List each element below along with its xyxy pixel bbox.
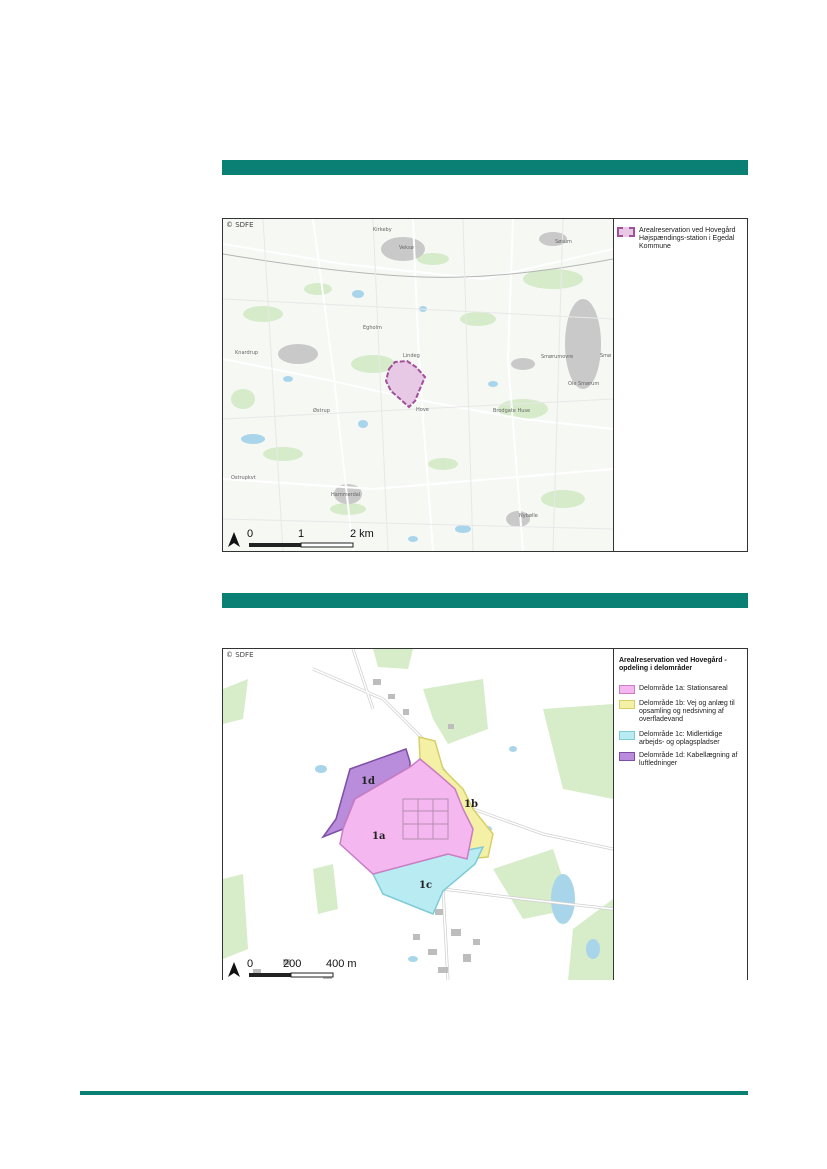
section-divider-top	[222, 160, 748, 175]
scale-label-zero: 0	[247, 958, 254, 970]
legend-label: Arealreservation ved Hovegård Højspændings-station i Egedal Kommune	[639, 227, 736, 250]
legend-item	[619, 685, 747, 694]
place-name: Hammerdal	[331, 492, 361, 498]
footer-rule	[80, 1091, 748, 1095]
overview-map-figure	[222, 218, 748, 552]
legend-swatch-1d	[619, 752, 635, 761]
place-name: Ole Smørum	[568, 381, 600, 387]
place-name: Brodgate Huse	[493, 408, 531, 414]
legend-swatch-1b	[619, 700, 635, 709]
place-name: Lindeg	[403, 353, 420, 359]
scale-label-mid: 200	[283, 958, 302, 970]
place-name: Smørumovre	[541, 354, 574, 360]
scale-bar	[249, 973, 333, 977]
place-name: Smø	[600, 353, 612, 359]
place-name: Ostrupkvt	[231, 475, 256, 481]
legend-swatch-1a	[619, 685, 635, 694]
scale-label-end: 2 km	[350, 528, 374, 540]
legend-label: Delområde 1b: Vej og anlæg til opsamling og nedsivning af overfladevand	[639, 700, 735, 723]
legend-title: Arealreservation ved Hovegård - opdeling i delområder	[619, 657, 727, 672]
place-name: Østrup	[313, 408, 330, 414]
legend-item	[619, 731, 747, 747]
place-name: Egholm	[363, 325, 382, 331]
place-name: Hove	[416, 407, 429, 413]
place-name: Søsum	[555, 239, 572, 245]
area-label-1b: 1b	[464, 799, 478, 810]
legend-label: Delområde 1d: Kabellægning af luftledninger	[639, 752, 738, 767]
legend-item	[619, 752, 747, 768]
detail-legend	[613, 649, 747, 980]
legend-item	[619, 700, 747, 724]
place-name: Knardrup	[235, 350, 259, 356]
area-label-1c: 1c	[419, 880, 433, 891]
legend-item	[617, 227, 745, 251]
detail-map-figure	[222, 648, 748, 980]
place-name: Nybølle	[519, 513, 538, 519]
detail-map-canvas	[223, 649, 613, 980]
section-divider-middle	[222, 593, 748, 608]
overview-legend	[613, 219, 747, 551]
scale-label-zero: 0	[247, 528, 254, 540]
area-label-1d: 1d	[361, 776, 375, 787]
scale-bar	[249, 543, 353, 547]
overview-map-canvas	[223, 219, 613, 551]
place-name: Kirkeby	[373, 227, 392, 233]
copyright: © SDFE	[226, 221, 254, 229]
area-label-1a: 1a	[372, 831, 386, 842]
legend-swatch	[617, 227, 635, 237]
overview-map[interactable]	[223, 219, 614, 551]
legend-label: Delområde 1c: Midlertidige arbejds- og oplagspladser	[639, 731, 723, 746]
scale-label-end: 400 m	[326, 958, 357, 970]
place-name: Veksø	[399, 245, 414, 251]
legend-label: Delområde 1a: Stationsareal	[639, 685, 728, 692]
detail-map[interactable]	[223, 649, 614, 980]
scale-label-mid: 1	[298, 528, 305, 540]
copyright: © SDFE	[226, 651, 254, 659]
legend-swatch-1c	[619, 731, 635, 740]
